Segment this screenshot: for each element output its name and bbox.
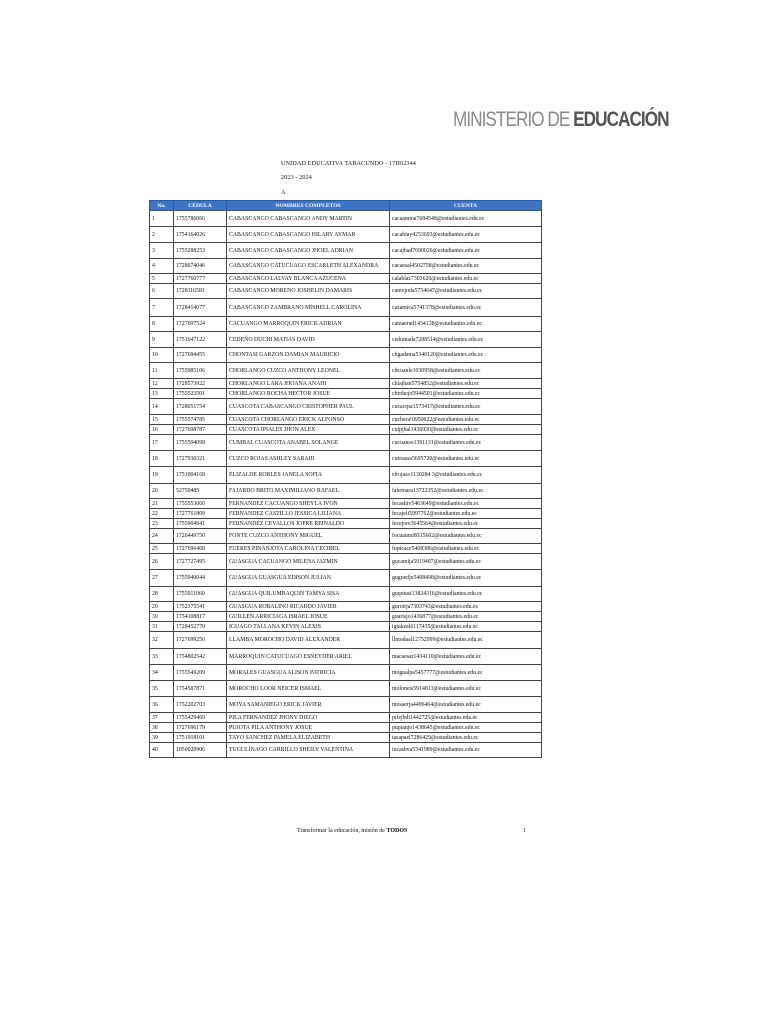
cell-cedula: 1755549209 — [174, 665, 227, 681]
cell-cedula: 1755911060 — [174, 587, 227, 602]
cell-name: GUASGUA ROBALINO RICARDO JAVIER — [227, 602, 390, 612]
table-row — [150, 499, 542, 509]
logo-text-part1: MINISTERIO DE — [453, 108, 574, 131]
cell-name: GUASGUA QUILUMBAQUIN TAMYA SISA — [227, 587, 390, 602]
cell-cedula: 1727696179 — [174, 723, 227, 733]
cell-account: igtakeal6117435@estudiantes.edu.ec — [390, 622, 542, 632]
cell-account: gucamija5919407@estudiantes.edu.ec — [390, 554, 542, 570]
cell-cedula: 1728074046 — [174, 259, 227, 274]
table-row — [150, 649, 542, 665]
cell-account: moloneis5914813@estudiantes.edu.ec — [390, 681, 542, 697]
cell-number: 4 — [150, 259, 174, 274]
cell-name: CABASCANGO MORENO JOSHELIN DAMARIS — [227, 284, 390, 299]
cell-account: mosaerja4496464@estudiantes.edu.ec — [390, 697, 542, 713]
logo-text-part2: EDUCACIÓN — [573, 108, 669, 131]
table-row — [150, 544, 542, 554]
cell-cedula: 1755523501 — [174, 389, 227, 399]
page-number: 1 — [523, 828, 526, 834]
cell-account: cedumada7288514@estudiantes.edu.ec — [390, 332, 542, 348]
table-row — [150, 399, 542, 415]
cell-name: CHONTASI GARZON DAMIAN MAURICIO — [227, 348, 390, 363]
cell-name: GUASGUA CACUANGO MILENA JAZMIN — [227, 554, 390, 570]
cell-number: 21 — [150, 499, 174, 509]
cell-account: fecajeli5997762@estudiantes.edu.ec — [390, 509, 542, 519]
cell-name: CEDEÑO DUCHI MATIAS DAVID — [227, 332, 390, 348]
table-row — [150, 697, 542, 713]
cell-account: cacahiay4253693@estudiantes.edu.ec — [390, 227, 542, 243]
cell-name: FERNANDEZ CEVALLOS JOFRE REINALDO — [227, 519, 390, 529]
cell-account: pupianjo1438645@estudiantes.edu.ec — [390, 723, 542, 733]
col-header-number: No. — [150, 201, 174, 211]
cell-number: 37 — [150, 713, 174, 723]
cell-cedula: 52750485 — [174, 484, 227, 499]
table-row — [150, 274, 542, 284]
cell-account: cacaamma7684548@estudiantes.edu.ec — [390, 211, 542, 227]
cell-name: ELIZALDE ROBLES JANELA SOFIA — [227, 467, 390, 484]
cell-number: 32 — [150, 632, 174, 649]
cell-account: fecashiv5463649@estudiantes.edu.ec — [390, 499, 542, 509]
table-body — [150, 211, 542, 758]
cell-account: cuipjhal1436930@estudiantes.edu.ec — [390, 425, 542, 435]
cell-cedula: 1755429469 — [174, 713, 227, 723]
cell-number: 14 — [150, 399, 174, 415]
cell-name: PUJOTA PILA ANTHONY JOSUE — [227, 723, 390, 733]
cell-cedula: 1755574785 — [174, 415, 227, 425]
cell-cedula: 1751647122 — [174, 332, 227, 348]
cell-number: 24 — [150, 529, 174, 544]
cell-number: 40 — [150, 743, 174, 758]
table-row — [150, 681, 542, 697]
cell-account: fecejore3645564@estudiantes.edu.ec — [390, 519, 542, 529]
cell-cedula: 1727699256 — [174, 632, 227, 649]
cell-cedula: 1754802542 — [174, 649, 227, 665]
cell-name: GUILLEN ARRICIAGA ISRAEL JOSUE — [227, 612, 390, 622]
cell-account: llmodaal12752999@estudiantes.edu.ec — [390, 632, 542, 649]
cell-account: guarisjo1436877@estudiantes.edu.ec — [390, 612, 542, 622]
footer-text: Transformar la educación, misión de — [297, 828, 387, 834]
cell-account: chgadama5340120@estudiantes.edu.ec — [390, 348, 542, 363]
cell-cedula: 1050020906 — [174, 743, 227, 758]
school-name: UNIDAD EDUCATIVA TABACUNDO - 17H02344 — [281, 160, 416, 167]
cell-number: 23 — [150, 519, 174, 529]
cell-account: tasapael7286429@estudiantes.edu.ec — [390, 733, 542, 743]
table-row — [150, 467, 542, 484]
cell-cedula: 1728452770 — [174, 622, 227, 632]
cell-account: guguedju5408498@estudiantes.edu.ec — [390, 570, 542, 587]
table-row — [150, 425, 542, 435]
cell-name: CHORLANGO ROCHA HECTOR JOSUE — [227, 389, 390, 399]
table-row — [150, 332, 542, 348]
cell-number: 31 — [150, 622, 174, 632]
cell-account: guroirja7303743@estudiantes.edu.ec — [390, 602, 542, 612]
cell-number: 10 — [150, 348, 174, 363]
cell-cedula: 1728116581 — [174, 284, 227, 299]
cell-account: cacaesal4502758@estudiantes.edu.ec — [390, 259, 542, 274]
cell-cedula: 1728573922 — [174, 379, 227, 389]
table-row — [150, 451, 542, 467]
cell-name: CHORLANGO LARA JHOANA ANAHI — [227, 379, 390, 389]
table-row — [150, 299, 542, 317]
cell-cedula: 1751918101 — [174, 733, 227, 743]
cell-account: chcuanle1030958@estudiantes.edu.ec — [390, 363, 542, 379]
cell-account: cacajhad7690026@estudiantes.edu.ec — [390, 243, 542, 259]
cell-number: 27 — [150, 570, 174, 587]
cell-cedula: 1754587871 — [174, 681, 227, 697]
cell-cedula: 1755985106 — [174, 363, 227, 379]
cell-account: curoassa5695720@estudiantes.edu.ec — [390, 451, 542, 467]
cell-cedula: 1727697524 — [174, 317, 227, 332]
table-row — [150, 733, 542, 743]
col-header-names: NOMBRES COMPLETOS — [227, 201, 390, 211]
cell-cedula: 1752375541 — [174, 602, 227, 612]
cell-cedula: 1751904168 — [174, 467, 227, 484]
cell-name: MOYA SAMANIEGO ERICK JAVIER — [227, 697, 390, 713]
table-row — [150, 743, 542, 758]
cell-account: guqutasi13824316@estudiantes.edu.ec — [390, 587, 542, 602]
cell-number: 15 — [150, 415, 174, 425]
cell-number: 7 — [150, 299, 174, 317]
table-row — [150, 570, 542, 587]
cell-number: 29 — [150, 602, 174, 612]
cell-account: mogualpa5457777@estudiantes.edu.ec — [390, 665, 542, 681]
cell-number: 1 — [150, 211, 174, 227]
cell-account: cuchera!0950622@estudiantes.edu.ec — [390, 415, 542, 425]
cell-cedula: 1728051754 — [174, 399, 227, 415]
ministry-logo — [453, 108, 669, 132]
cell-name: CABASCANGO CATUCUAGO ESCARLETH ALEXANDRA — [227, 259, 390, 274]
cell-name: CUASCOTA IPIALES JHON ALEX — [227, 425, 390, 435]
table-row — [150, 363, 542, 379]
cell-number: 22 — [150, 509, 174, 519]
cell-cedula: 1755288253 — [174, 243, 227, 259]
cell-name: GUASGUA GUASGUA EDISON JULIAN — [227, 570, 390, 587]
cell-cedula: 1754164026 — [174, 227, 227, 243]
cell-number: 38 — [150, 723, 174, 733]
cell-account: fupicace5408386@estudiantes.edu.ec — [390, 544, 542, 554]
cell-cedula: 1727696468 — [174, 544, 227, 554]
cell-account: cucuanso1391131@estudiantes.edu.ec — [390, 435, 542, 451]
cell-name: LLAMBA MOROCHO DAVID ALEXANDER — [227, 632, 390, 649]
table-row — [150, 529, 542, 544]
cell-cedula: 1755904941 — [174, 519, 227, 529]
cell-cedula: 1755940044 — [174, 570, 227, 587]
cell-number: 3 — [150, 243, 174, 259]
cell-cedula: 1755553060 — [174, 499, 227, 509]
cell-name: CABASCANGO CABASCANGO ANDY MARTIN — [227, 211, 390, 227]
cell-number: 34 — [150, 665, 174, 681]
cell-account: elrojaso1130284 3@estudiantes.edu.ec — [390, 467, 542, 484]
cell-number: 16 — [150, 425, 174, 435]
cell-account: cucacrpa1573417@estudiantes.edu.ec — [390, 399, 542, 415]
cell-name: FAJARDO BRITO MAXIMILIANO RAFAEL — [227, 484, 390, 499]
cell-cedula: 1755594098 — [174, 435, 227, 451]
cell-number: 26 — [150, 554, 174, 570]
table-row — [150, 723, 542, 733]
cell-name: FERNANDEZ CASTILLO JESSICA LILIANA — [227, 509, 390, 519]
cell-name: FERNANDEZ CACUANGO SHEYLA IVON — [227, 499, 390, 509]
footer-bold: TODOS — [386, 828, 408, 834]
cell-cedula: 1726449750 — [174, 529, 227, 544]
cell-name: IGUAGO TALLANA KEVIN ALEXIS — [227, 622, 390, 632]
cell-cedula: 1727760777 — [174, 274, 227, 284]
col-header-cedula: CÉDULA — [174, 201, 227, 211]
cell-number: 25 — [150, 544, 174, 554]
cell-number: 18 — [150, 451, 174, 467]
cell-number: 12 — [150, 379, 174, 389]
table-row — [150, 622, 542, 632]
students-table — [149, 200, 542, 758]
cell-number: 30 — [150, 612, 174, 622]
cell-cedula: 1728414077 — [174, 299, 227, 317]
cell-number: 6 — [150, 284, 174, 299]
cell-name: CUASCOTA CABASCANGO CRISTOPHER PAUL — [227, 399, 390, 415]
cell-account: chlajhan5754852@estudiantes.edu.ec — [390, 379, 542, 389]
cell-number: 5 — [150, 274, 174, 284]
cell-account: chrohejo5944501@estudiantes.edu.ec — [390, 389, 542, 399]
table-row — [150, 509, 542, 519]
table-header-row — [150, 201, 542, 211]
cell-name: MARROQUIN CATUCUAGO ESNEYDER ARIEL — [227, 649, 390, 665]
cell-number: 39 — [150, 733, 174, 743]
table-row — [150, 379, 542, 389]
cell-number: 9 — [150, 332, 174, 348]
course-parallel: A — [281, 189, 286, 196]
table-row — [150, 211, 542, 227]
cell-account: macaesar1434110@estudiantes.edu.ec — [390, 649, 542, 665]
cell-name: CABASCANGO CABASCANGO JHOEL ADRIAN — [227, 243, 390, 259]
cell-number: 13 — [150, 389, 174, 399]
cell-name: FUERES PINANJOTA CAROLINA CECIBEL — [227, 544, 390, 554]
cell-number: 17 — [150, 435, 174, 451]
cell-account: fabrmara13722352@estudiantes.edu.ec — [390, 484, 542, 499]
table-row — [150, 435, 542, 451]
table-row — [150, 259, 542, 274]
cell-cedula: 1727761809 — [174, 509, 227, 519]
cell-account: pifejhdi1442725@estudiantes.edu.ec — [390, 713, 542, 723]
table-row — [150, 554, 542, 570]
table-row — [150, 587, 542, 602]
cell-number: 36 — [150, 697, 174, 713]
col-header-account: CUENTA — [390, 201, 542, 211]
cell-number: 33 — [150, 649, 174, 665]
table-row — [150, 612, 542, 622]
cell-account: camojoda5754647@estudiantes.edu.ec — [390, 284, 542, 299]
cell-cedula: 1755786066 — [174, 211, 227, 227]
school-period: 2023 - 2024 — [281, 174, 313, 181]
table-row — [150, 484, 542, 499]
cell-account: tucashva5341989@estudiantes.edu.ec — [390, 743, 542, 758]
table-row — [150, 389, 542, 399]
cell-cedula: 1727930321 — [174, 451, 227, 467]
cell-name: CACUANGO MARROQUIN ERICK ADRIAN — [227, 317, 390, 332]
cell-name: CABASCANGO LALVAY BLANCA AZUCENA — [227, 274, 390, 284]
table-row — [150, 415, 542, 425]
table-row — [150, 348, 542, 363]
table-row — [150, 243, 542, 259]
cell-number: 28 — [150, 587, 174, 602]
table-row — [150, 227, 542, 243]
cell-account: focuanmi8315602@estudiantes.edu.ec — [390, 529, 542, 544]
table-row — [150, 317, 542, 332]
cell-cedula: 1727694455 — [174, 348, 227, 363]
table-row — [150, 665, 542, 681]
cell-name: CHORLANGO CUZCO ANTHONY LEONEL — [227, 363, 390, 379]
cell-account: calablaz7303620@estudiantes.edu.ec — [390, 274, 542, 284]
table-row — [150, 602, 542, 612]
cell-number: 11 — [150, 363, 174, 379]
cell-number: 19 — [150, 467, 174, 484]
footer-slogan — [297, 828, 407, 834]
cell-cedula: 1754108817 — [174, 612, 227, 622]
cell-number: 8 — [150, 317, 174, 332]
cell-name: CABASCANGO CABASCANGO HILARY AYMAR — [227, 227, 390, 243]
cell-name: CABASCANGO ZAMBRANO MISHELL CAROLINA — [227, 299, 390, 317]
cell-cedula: 1727727495 — [174, 554, 227, 570]
cell-name: CUMBAL CUASCOTA ANABEL SOLANGE — [227, 435, 390, 451]
cell-cedula: 1752202703 — [174, 697, 227, 713]
cell-account: cazamica5741378@estudiantes.edu.ec — [390, 299, 542, 317]
cell-name: PILA FERNANDEZ JHONY DIEGO — [227, 713, 390, 723]
cell-name: TUGULINAGO CARRILLO SHEILY VALENTINA — [227, 743, 390, 758]
cell-name: TAYO SANCHEZ PAMELA ELIZABETH — [227, 733, 390, 743]
cell-cedula: 1727698787 — [174, 425, 227, 435]
cell-name: CUZCO ROJAS ASHLEY SARAHI — [227, 451, 390, 467]
table-row — [150, 519, 542, 529]
cell-number: 35 — [150, 681, 174, 697]
table-row — [150, 284, 542, 299]
cell-name: FONTE CUZCO ANTHONY MIGUEL — [227, 529, 390, 544]
table-row — [150, 713, 542, 723]
cell-number: 20 — [150, 484, 174, 499]
cell-account: camaerad1434138@estudiantes.edu.ec — [390, 317, 542, 332]
cell-name: MOROCHO LOOR NEICER ISMAEL — [227, 681, 390, 697]
table-row — [150, 632, 542, 649]
cell-name: CUASCOTA CHORLANGO ERICK ALFONSO — [227, 415, 390, 425]
cell-name: MORALES GUASGUA ALISON PATRICIA — [227, 665, 390, 681]
cell-number: 2 — [150, 227, 174, 243]
